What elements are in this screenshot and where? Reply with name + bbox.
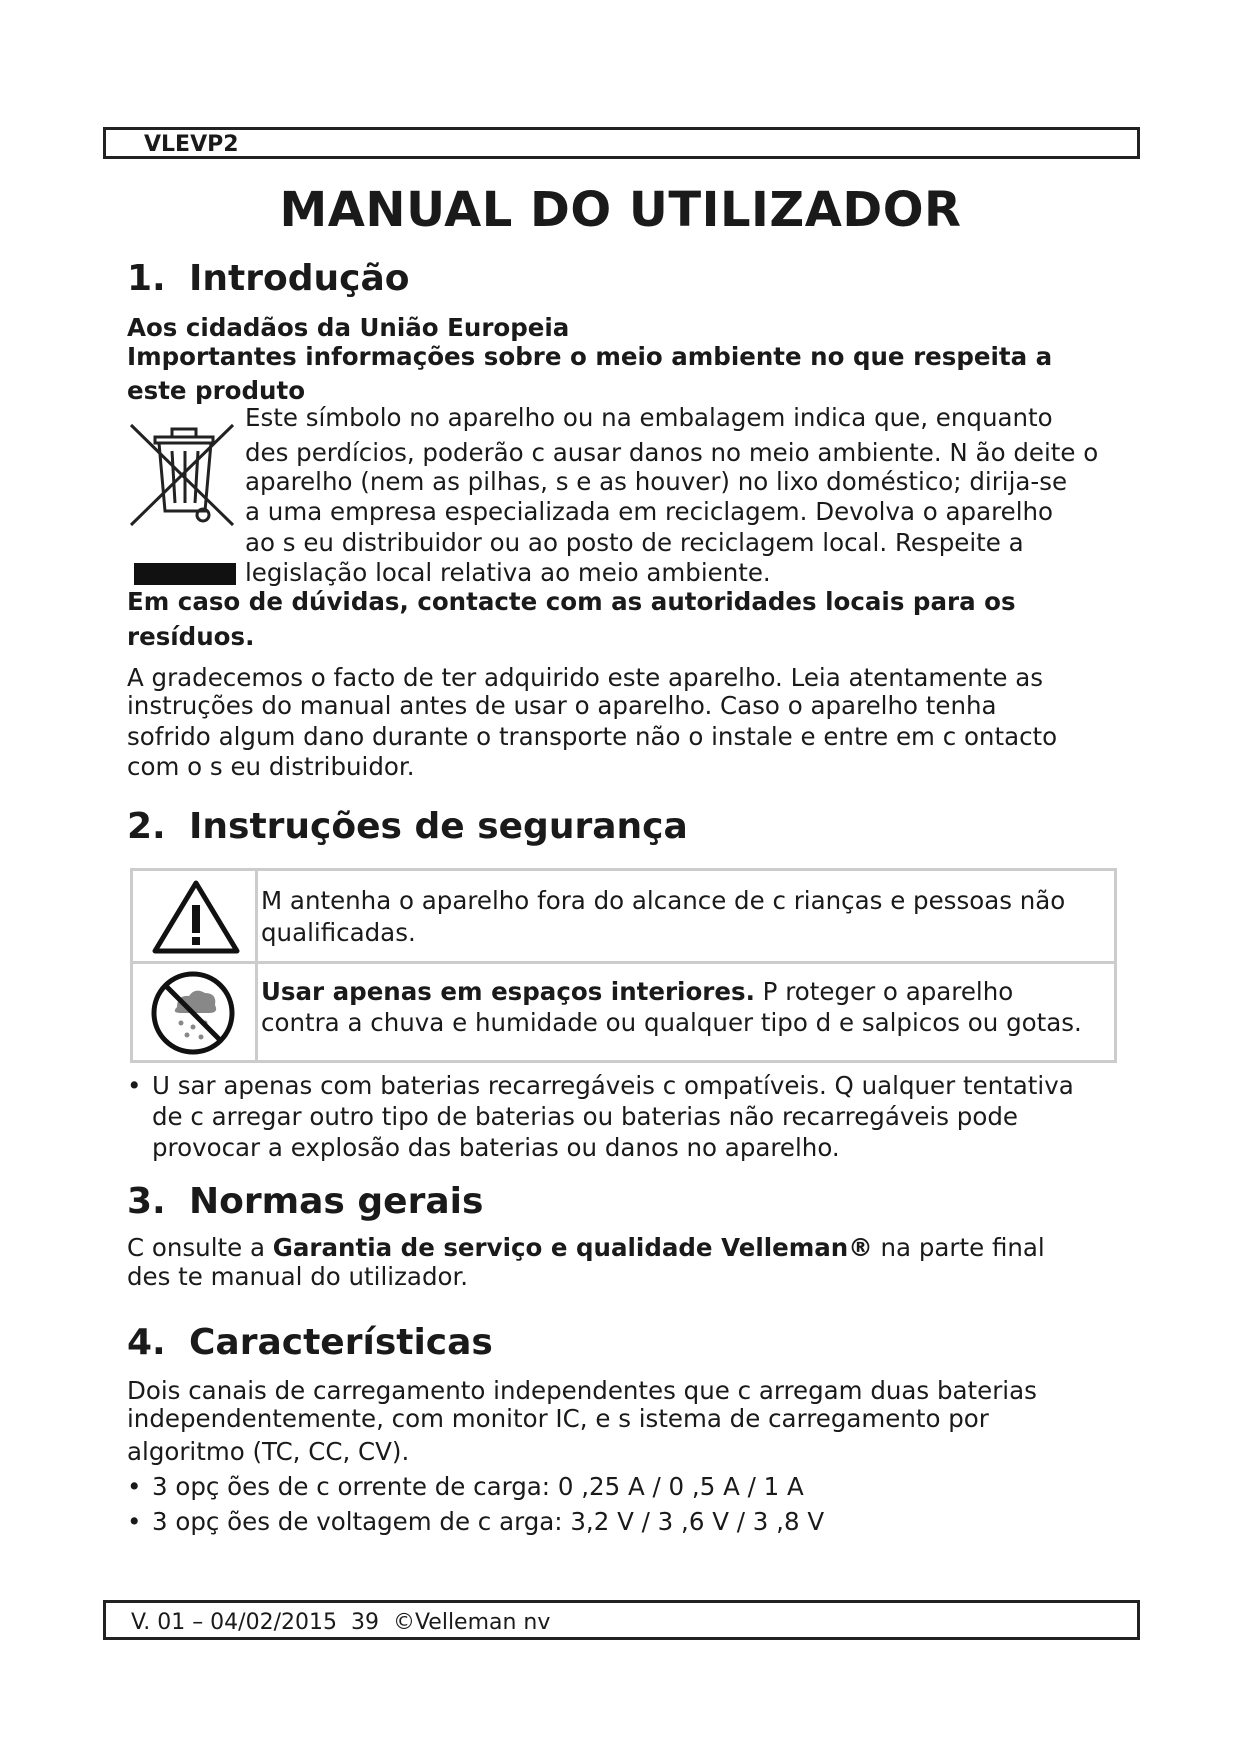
safety-row-1-line-1: M antenha o aparelho fora do alcance de c rianças e pessoas não: [261, 886, 1066, 915]
features-line: independentemente, com monitor IC, e s istema de carregamento por: [127, 1404, 989, 1433]
bullet-dot: •: [127, 1507, 142, 1536]
bullet-dot: •: [127, 1071, 142, 1100]
page-header: [103, 127, 1140, 159]
section-heading-safety: [127, 806, 688, 847]
general-post: na parte final: [872, 1233, 1045, 1262]
safety-row-2-line-2: contra a chuva e humidade ou qualquer tipo d e salpicos ou gotas.: [261, 1008, 1082, 1037]
doubts-line-1: Em caso de dúvidas, contacte com as autoridades locais para os: [127, 587, 1016, 616]
section-number: 3.: [127, 1181, 166, 1222]
eu-line-1: Aos cidadãos da União Europeia: [127, 313, 570, 342]
section-heading-general: [127, 1181, 483, 1222]
section-number: 2.: [127, 806, 166, 847]
list-item: [127, 1070, 1137, 1163]
bullet-line: de c arregar outro tipo de baterias ou baterias não recarregáveis pode: [152, 1102, 1018, 1131]
crossed-out-wheeled-bin-icon: [127, 415, 237, 535]
bullet-line: 3 opç ões de voltagem de c arga: 3,2 V / 3 ,6 V / 3 ,8 V: [152, 1507, 825, 1536]
safety-row-1-line-2: qualificadas.: [261, 918, 416, 947]
bullet-line: U sar apenas com baterias recarregáveis c ompatíveis. Q ualquer tentativa: [152, 1071, 1074, 1100]
warranty-text: Garantia de serviço e qualidade Velleman®: [272, 1233, 873, 1262]
weee-line: a uma empresa especializada em reciclagem. Devolva o aparelho: [245, 497, 1054, 526]
bullet-line: 3 opç ões de c orrente de carga: 0 ,25 A / 0 ,5 A / 1 A: [152, 1472, 804, 1501]
bullet-dot: •: [127, 1472, 142, 1501]
list-item: [127, 1471, 1137, 1502]
weee-line: aparelho (nem as pilhas, s e as houver) no lixo doméstico; dirija-se: [245, 467, 1068, 496]
thanks-line: com o s eu distribuidor.: [127, 752, 415, 781]
weee-line: legislação local relativa ao meio ambiente.: [245, 558, 771, 587]
safety-table: [130, 868, 1117, 1063]
section-title: Instruções de segurança: [189, 806, 688, 847]
general-pre: C onsulte a: [127, 1233, 273, 1262]
protect-text: P roteger o aparelho: [754, 977, 1014, 1006]
section-title: Características: [189, 1322, 493, 1363]
no-rain-icon: [149, 969, 237, 1057]
indoor-only-text: Usar apenas em espaços interiores.: [261, 977, 755, 1006]
table-divider: [133, 961, 1114, 964]
weee-line: ao s eu distribuidor ou ao posto de reciclagem local. Respeite a: [245, 528, 1024, 557]
weee-line: Este símbolo no aparelho ou na embalagem indica que, enquanto: [245, 403, 1053, 432]
bullet-line: provocar a explosão das baterias ou danos no aparelho.: [152, 1133, 840, 1162]
footer-text: V. 01 – 04/02/2015 39 ©Velleman nv: [131, 1610, 551, 1635]
doubts-line-2: resíduos.: [127, 622, 255, 651]
table-divider: [255, 871, 258, 1060]
thanks-line: A gradecemos o facto de ter adquirido este aparelho. Leia atentamente as: [127, 663, 1044, 692]
page-footer: [103, 1600, 1140, 1640]
features-line: Dois canais de carregamento independentes que c arregam duas baterias: [127, 1376, 1037, 1405]
safety-row-2-line-1: [261, 976, 1116, 1007]
features-line: algoritmo (TC, CC, CV).: [127, 1437, 410, 1466]
section-number: 4.: [127, 1322, 166, 1363]
section-heading-features: [127, 1322, 493, 1363]
section-title: Introdução: [189, 258, 410, 299]
general-line-1: [127, 1233, 1137, 1263]
thanks-line: instruções do manual antes de usar o aparelho. Caso o aparelho tenha: [127, 691, 997, 720]
list-item: [127, 1506, 1137, 1537]
section-number: 1.: [127, 258, 166, 299]
section-heading-intro: [127, 258, 409, 299]
weee-line: des perdícios, poderão c ausar danos no meio ambiente. N ão deite o: [245, 438, 1099, 467]
section-title: Normas gerais: [189, 1181, 484, 1222]
header-model: VLEVP2: [144, 132, 239, 157]
weee-bar: [134, 563, 236, 585]
eu-line-3: este produto: [127, 376, 306, 405]
warning-triangle-icon: [151, 879, 241, 955]
page-title: MANUAL DO UTILIZADOR: [279, 182, 962, 238]
thanks-line: sofrido algum dano durante o transporte não o instale e entre em c ontacto: [127, 722, 1058, 751]
general-line-2: des te manual do utilizador.: [127, 1262, 469, 1291]
eu-line-2: Importantes informações sobre o meio ambiente no que respeita a: [127, 342, 1053, 371]
